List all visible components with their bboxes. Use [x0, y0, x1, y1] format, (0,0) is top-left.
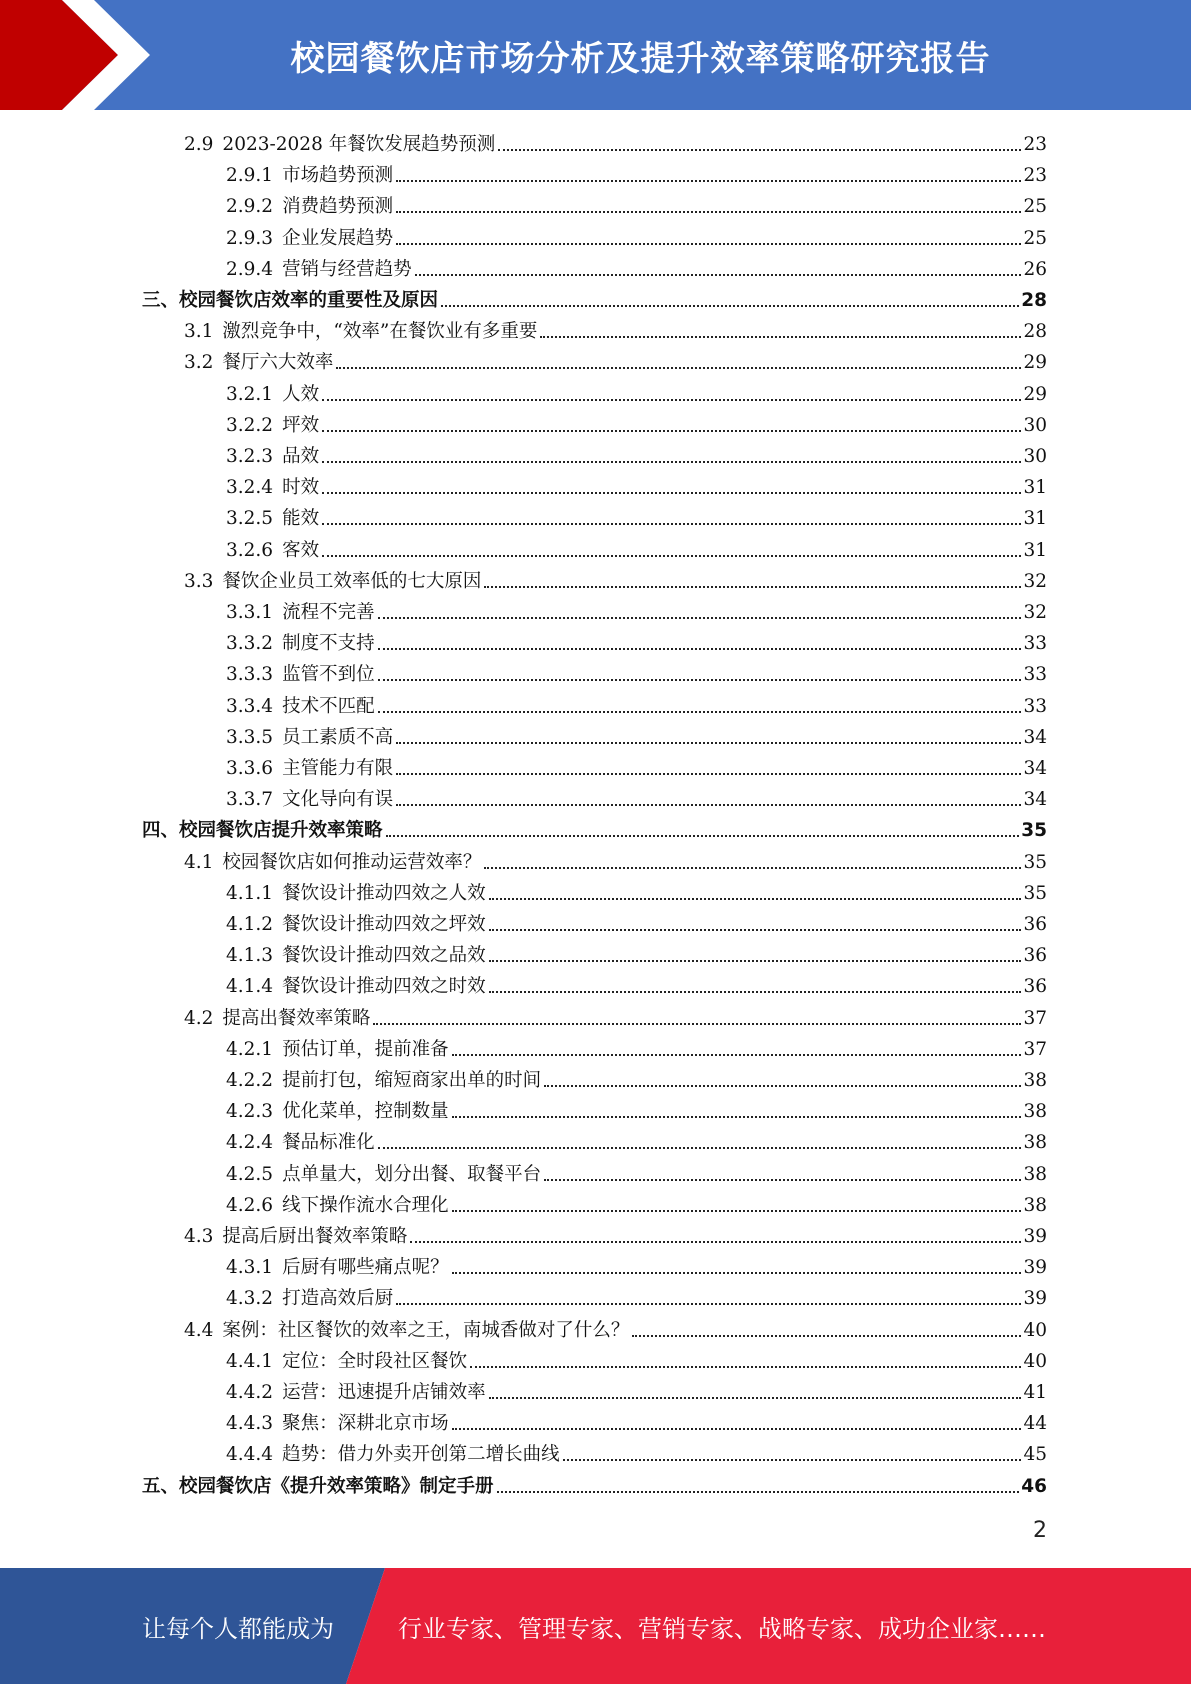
- toc-entry-title: 时效: [282, 477, 320, 499]
- toc-dot-leader: [396, 211, 1021, 213]
- toc-entry-page: 36: [1023, 914, 1047, 935]
- toc-entry-title: 五、校园餐饮店《提升效率策略》制定手册: [142, 1475, 494, 1497]
- toc-entry-title: 餐饮设计推动四效之坪效: [282, 914, 486, 935]
- toc-dot-leader: [441, 305, 1019, 307]
- toc-entry-number: 4.3.2: [226, 1288, 274, 1310]
- toc-entry[interactable]: [226, 750, 1047, 781]
- toc-dot-leader: [632, 1335, 1021, 1337]
- toc-entry[interactable]: [226, 719, 1047, 750]
- toc-dot-leader: [452, 1428, 1022, 1430]
- toc-entry[interactable]: [226, 906, 1047, 937]
- toc-entry-number: 3.2.6: [226, 539, 274, 561]
- toc-entry-title: 制度不支持: [282, 633, 375, 655]
- toc-entry[interactable]: [226, 1405, 1047, 1436]
- toc-dot-leader: [396, 742, 1021, 744]
- toc-entry-page: 29: [1023, 383, 1047, 405]
- toc-entry-page: 40: [1023, 1319, 1047, 1341]
- toc-entry[interactable]: [226, 656, 1047, 687]
- toc-entry-number: 4.1.2: [226, 914, 274, 935]
- toc-entry-title: 市场趋势预测: [282, 165, 394, 187]
- toc-entry-page: 37: [1023, 1038, 1047, 1060]
- toc-entry-title: 2023-2028 年餐饮发展趋势预测: [222, 134, 496, 155]
- toc-entry-page: 33: [1023, 633, 1047, 655]
- toc-entry-number: 3.2.1: [226, 383, 274, 405]
- toc-entry-page: 36: [1023, 976, 1047, 998]
- toc-entry-page: 30: [1023, 414, 1047, 436]
- toc-entry-page: 35: [1023, 851, 1047, 873]
- toc-entry-page: 34: [1023, 789, 1047, 811]
- toc-entry-title: 案例：社区餐饮的效率之王，南城香做对了什么？: [222, 1319, 630, 1341]
- toc-entry-page: 38: [1023, 1101, 1047, 1123]
- toc-entry-title: 三、校园餐饮店效率的重要性及原因: [142, 290, 439, 311]
- toc-entry-number: 3.2.5: [226, 508, 274, 530]
- toc-entry-page: 40: [1023, 1350, 1047, 1372]
- toc-dot-leader: [378, 617, 1022, 619]
- toc-entry[interactable]: [226, 937, 1047, 968]
- toc-entry-page: 36: [1023, 945, 1047, 967]
- toc-dot-leader: [452, 1210, 1022, 1212]
- toc-entry-title: 聚焦：深耕北京市场: [282, 1413, 449, 1435]
- toc-entry[interactable]: [226, 1187, 1047, 1218]
- toc-entry-number: 3.1: [184, 321, 214, 343]
- toc-entry-page: 23: [1023, 134, 1047, 155]
- toc-dot-leader: [544, 1085, 1021, 1087]
- toc-entry-number: 3.3.4: [226, 695, 274, 717]
- toc-entry[interactable]: [226, 1374, 1047, 1405]
- toc-entry[interactable]: [226, 875, 1047, 906]
- toc-entry[interactable]: [184, 344, 1047, 375]
- toc-entry[interactable]: [226, 688, 1047, 719]
- toc-entry-title: 餐饮企业员工效率低的七大原因: [222, 570, 482, 592]
- toc-dot-leader: [336, 367, 1021, 369]
- toc-entry-title: 优化菜单，控制数量: [282, 1101, 449, 1123]
- toc-entry[interactable]: [226, 1343, 1047, 1374]
- toc-entry-number: 3.3.2: [226, 633, 274, 655]
- toc-dot-leader: [322, 555, 1021, 557]
- toc-entry-number: 3.3.7: [226, 789, 274, 811]
- footer-roles: 行业专家、管理专家、营销专家、战略专家、成功企业家……: [398, 1614, 1046, 1643]
- page-number: 2: [1033, 1518, 1047, 1543]
- toc-dot-leader: [322, 430, 1021, 432]
- toc-entry-page: 38: [1023, 1163, 1047, 1185]
- toc-entry-page: 39: [1023, 1288, 1047, 1310]
- toc-entry-page: 33: [1023, 695, 1047, 717]
- toc-entry-number: 2.9.4: [226, 258, 274, 280]
- toc-entry[interactable]: [226, 1249, 1047, 1280]
- toc-entry-number: 2.9: [184, 134, 214, 155]
- toc-entry-number: 4.1: [184, 851, 214, 873]
- toc-entry[interactable]: [184, 126, 1047, 157]
- toc-entry[interactable]: [226, 251, 1047, 282]
- toc-dot-leader: [452, 1054, 1022, 1056]
- toc-entry-number: 4.2: [184, 1007, 214, 1029]
- toc-dot-leader: [396, 1303, 1021, 1305]
- toc-entry[interactable]: [226, 532, 1047, 563]
- toc-entry-title: 提前打包，缩短商家出单的时间: [282, 1070, 542, 1091]
- toc-dot-leader: [452, 1272, 1022, 1274]
- toc-dot-leader: [386, 835, 1020, 837]
- toc-entry-page: 35: [1023, 882, 1047, 904]
- toc-entry-page: 23: [1023, 165, 1047, 187]
- toc-entry[interactable]: [226, 1062, 1047, 1093]
- report-footer: [0, 1568, 1191, 1684]
- toc-entry-page: 26: [1023, 258, 1047, 280]
- toc-entry-number: 4.3: [184, 1226, 214, 1247]
- toc-entry-number: 4.2.1: [226, 1038, 274, 1060]
- toc-dot-leader: [378, 648, 1022, 650]
- toc-entry[interactable]: [184, 1218, 1047, 1249]
- toc-entry-page: 39: [1023, 1257, 1047, 1279]
- toc-entry[interactable]: [226, 500, 1047, 531]
- toc-entry-title: 定位：全时段社区餐饮: [282, 1350, 468, 1372]
- toc-dot-leader: [396, 180, 1021, 182]
- toc-entry-number: 4.2.4: [226, 1132, 274, 1154]
- toc-entry-title: 运营：迅速提升店铺效率: [282, 1382, 486, 1403]
- toc-entry-page: 34: [1023, 726, 1047, 748]
- toc-dot-leader: [498, 149, 1021, 151]
- toc-entry[interactable]: [226, 1124, 1047, 1155]
- toc-entry-title: 能效: [282, 508, 320, 530]
- toc-entry-page: 31: [1023, 477, 1047, 499]
- toc-dot-leader: [563, 1459, 1022, 1461]
- toc-entry-title: 后厨有哪些痛点呢？: [282, 1257, 449, 1279]
- toc-entry[interactable]: [184, 1000, 1047, 1031]
- toc-dot-leader: [489, 991, 1022, 993]
- toc-entry-number: 2.9.2: [226, 196, 274, 218]
- toc-dot-leader: [489, 1397, 1022, 1399]
- toc-entry-number: 4.2.3: [226, 1101, 274, 1123]
- toc-entry-page: 41: [1023, 1382, 1047, 1403]
- toc-entry-number: 4.1.3: [226, 945, 274, 967]
- toc-entry-number: 3.3.3: [226, 664, 274, 686]
- toc-entry-title: 监管不到位: [282, 664, 375, 686]
- toc-entry-title: 校园餐饮店如何推动运营效率？: [222, 851, 482, 873]
- toc-entry-page: 38: [1023, 1194, 1047, 1216]
- toc-entry-number: 4.1.1: [226, 882, 274, 904]
- toc-dot-leader: [489, 929, 1022, 931]
- toc-entry-number: 2.9.3: [226, 227, 274, 249]
- toc-entry-title: 文化导向有误: [282, 789, 394, 811]
- toc-entry-page: 34: [1023, 758, 1047, 779]
- toc-entry-page: 28: [1023, 321, 1047, 343]
- toc-entry-page: 25: [1023, 196, 1047, 218]
- toc-entry-number: 3.2.3: [226, 446, 274, 467]
- toc-entry[interactable]: [226, 1031, 1047, 1062]
- toc-entry-page: 46: [1021, 1475, 1047, 1497]
- toc-entry[interactable]: [142, 812, 1047, 843]
- toc-entry-number: 4.4.4: [226, 1444, 274, 1466]
- toc-entry-page: 39: [1023, 1226, 1047, 1247]
- toc-entry-number: 4.2.2: [226, 1070, 274, 1091]
- toc-dot-leader: [415, 274, 1022, 276]
- toc-dot-leader: [373, 1023, 1021, 1025]
- toc-dot-leader: [322, 492, 1021, 494]
- toc-entry-title: 消费趋势预测: [282, 196, 394, 218]
- toc-entry-title: 四、校园餐饮店提升效率策略: [142, 820, 383, 842]
- toc-entry-number: 4.3.1: [226, 1257, 274, 1279]
- toc-entry-number: 3.3.6: [226, 758, 274, 779]
- toc-entry-number: 3.2.4: [226, 477, 274, 499]
- toc-entry[interactable]: [226, 188, 1047, 219]
- toc-entry-number: 2.9.1: [226, 165, 274, 187]
- toc-entry-title: 点单量大，划分出餐、取餐平台: [282, 1163, 542, 1185]
- toc-entry[interactable]: [142, 282, 1047, 313]
- toc-entry-number: 3.2.2: [226, 414, 274, 436]
- toc-entry-title: 预估订单，提前准备: [282, 1038, 449, 1060]
- toc-entry-page: 29: [1023, 352, 1047, 374]
- toc-entry-title: 餐厅六大效率: [222, 352, 334, 374]
- toc-entry-number: 4.4.2: [226, 1382, 274, 1403]
- toc-entry[interactable]: [226, 968, 1047, 999]
- toc-entry-page: 35: [1021, 820, 1047, 842]
- toc-entry-title: 流程不完善: [282, 602, 375, 623]
- toc-dot-leader: [322, 399, 1021, 401]
- toc-entry[interactable]: [226, 625, 1047, 656]
- toc-dot-leader: [452, 1116, 1022, 1118]
- toc-entry-title: 线下操作流水合理化: [282, 1194, 449, 1216]
- report-header: [0, 0, 1191, 110]
- toc-entry-page: 30: [1023, 446, 1047, 467]
- toc-entry[interactable]: [226, 469, 1047, 500]
- toc-entry-title: 主管能力有限: [282, 758, 394, 779]
- toc-entry-page: 37: [1023, 1007, 1047, 1029]
- toc-dot-leader: [484, 867, 1021, 869]
- toc-entry-title: 坪效: [282, 414, 320, 436]
- toc-entry-title: 技术不匹配: [282, 695, 375, 717]
- toc-entry-title: 餐饮设计推动四效之人效: [282, 882, 486, 904]
- toc-dot-leader: [544, 1179, 1021, 1181]
- toc-entry-page: 38: [1023, 1132, 1047, 1154]
- toc-entry-title: 客效: [282, 539, 320, 561]
- toc-entry-page: 38: [1023, 1070, 1047, 1091]
- toc-entry-page: 31: [1023, 508, 1047, 530]
- toc-dot-leader: [489, 960, 1022, 962]
- toc-entry-title: 趋势：借力外卖开创第二增长曲线: [282, 1444, 560, 1466]
- toc-entry-number: 4.4.3: [226, 1413, 274, 1435]
- toc-entry-title: 品效: [282, 446, 320, 467]
- toc-entry-number: 4.2.5: [226, 1163, 274, 1185]
- toc-entry[interactable]: [226, 407, 1047, 438]
- toc-entry-title: 员工素质不高: [282, 726, 394, 748]
- toc-dot-leader: [322, 523, 1021, 525]
- toc-entry-number: 3.3.5: [226, 726, 274, 748]
- toc-entry[interactable]: [184, 563, 1047, 594]
- toc-entry[interactable]: [226, 594, 1047, 625]
- toc-dot-leader: [378, 711, 1022, 713]
- toc-entry[interactable]: [226, 376, 1047, 407]
- toc-dot-leader: [322, 461, 1021, 463]
- toc-entry-number: 4.4.1: [226, 1350, 274, 1372]
- toc-dot-leader: [484, 586, 1021, 588]
- toc-entry-title: 激烈竞争中，“效率”在餐饮业有多重要: [222, 321, 538, 343]
- toc-dot-leader: [540, 336, 1021, 338]
- toc-entry-number: 3.3.1: [226, 602, 274, 623]
- toc-dot-leader: [497, 1491, 1020, 1493]
- toc-entry-page: 25: [1023, 227, 1047, 249]
- toc-entry[interactable]: [226, 781, 1047, 812]
- toc-entry-page: 32: [1023, 602, 1047, 623]
- toc-entry-title: 营销与经营趋势: [282, 258, 412, 280]
- toc-entry-number: 4.2.6: [226, 1194, 274, 1216]
- toc-entry-number: 4.1.4: [226, 976, 274, 998]
- toc-entry-title: 提高出餐效率策略: [222, 1007, 371, 1029]
- toc-entry-title: 餐品标准化: [282, 1132, 375, 1154]
- toc-entry[interactable]: [226, 1156, 1047, 1187]
- toc-entry[interactable]: [184, 313, 1047, 344]
- toc-entry-title: 打造高效后厨: [282, 1288, 394, 1310]
- toc-entry-page: 31: [1023, 539, 1047, 561]
- toc-dot-leader: [489, 898, 1022, 900]
- toc-entry[interactable]: [226, 438, 1047, 469]
- toc-dot-leader: [378, 1147, 1022, 1149]
- toc-entry[interactable]: [226, 220, 1047, 251]
- toc-entry-title: 企业发展趋势: [282, 227, 394, 249]
- toc-entry-title: 餐饮设计推动四效之时效: [282, 976, 486, 998]
- toc-entry-number: 3.3: [184, 570, 214, 592]
- toc-entry-title: 餐饮设计推动四效之品效: [282, 945, 486, 967]
- toc-entry[interactable]: [184, 844, 1047, 875]
- toc-dot-leader: [470, 1366, 1021, 1368]
- toc-entry-page: 33: [1023, 664, 1047, 686]
- toc-dot-leader: [396, 773, 1021, 775]
- toc-dot-leader: [378, 679, 1022, 681]
- toc-entry-title: 提高后厨出餐效率策略: [222, 1226, 408, 1247]
- footer-slogan: 让每个人都能成为: [142, 1614, 334, 1643]
- toc-entry[interactable]: [226, 1093, 1047, 1124]
- toc-entry[interactable]: [226, 1436, 1047, 1467]
- toc-entry[interactable]: [226, 157, 1047, 188]
- toc-entry[interactable]: [184, 1312, 1047, 1343]
- toc-entry-page: 32: [1023, 570, 1047, 592]
- toc-entry-page: 44: [1023, 1413, 1047, 1435]
- toc-entry-page: 45: [1023, 1444, 1047, 1466]
- toc-entry-number: 4.4: [184, 1319, 214, 1341]
- toc-dot-leader: [410, 1241, 1021, 1243]
- toc-entry[interactable]: [142, 1468, 1047, 1499]
- toc-dot-leader: [396, 243, 1021, 245]
- toc-entry-page: 28: [1021, 290, 1047, 311]
- report-title: 校园餐饮店市场分析及提升效率策略研究报告: [290, 38, 991, 79]
- toc-entry[interactable]: [226, 1280, 1047, 1311]
- toc-entry-number: 3.2: [184, 352, 214, 374]
- toc-dot-leader: [396, 804, 1021, 806]
- toc-entry-title: 人效: [282, 383, 320, 405]
